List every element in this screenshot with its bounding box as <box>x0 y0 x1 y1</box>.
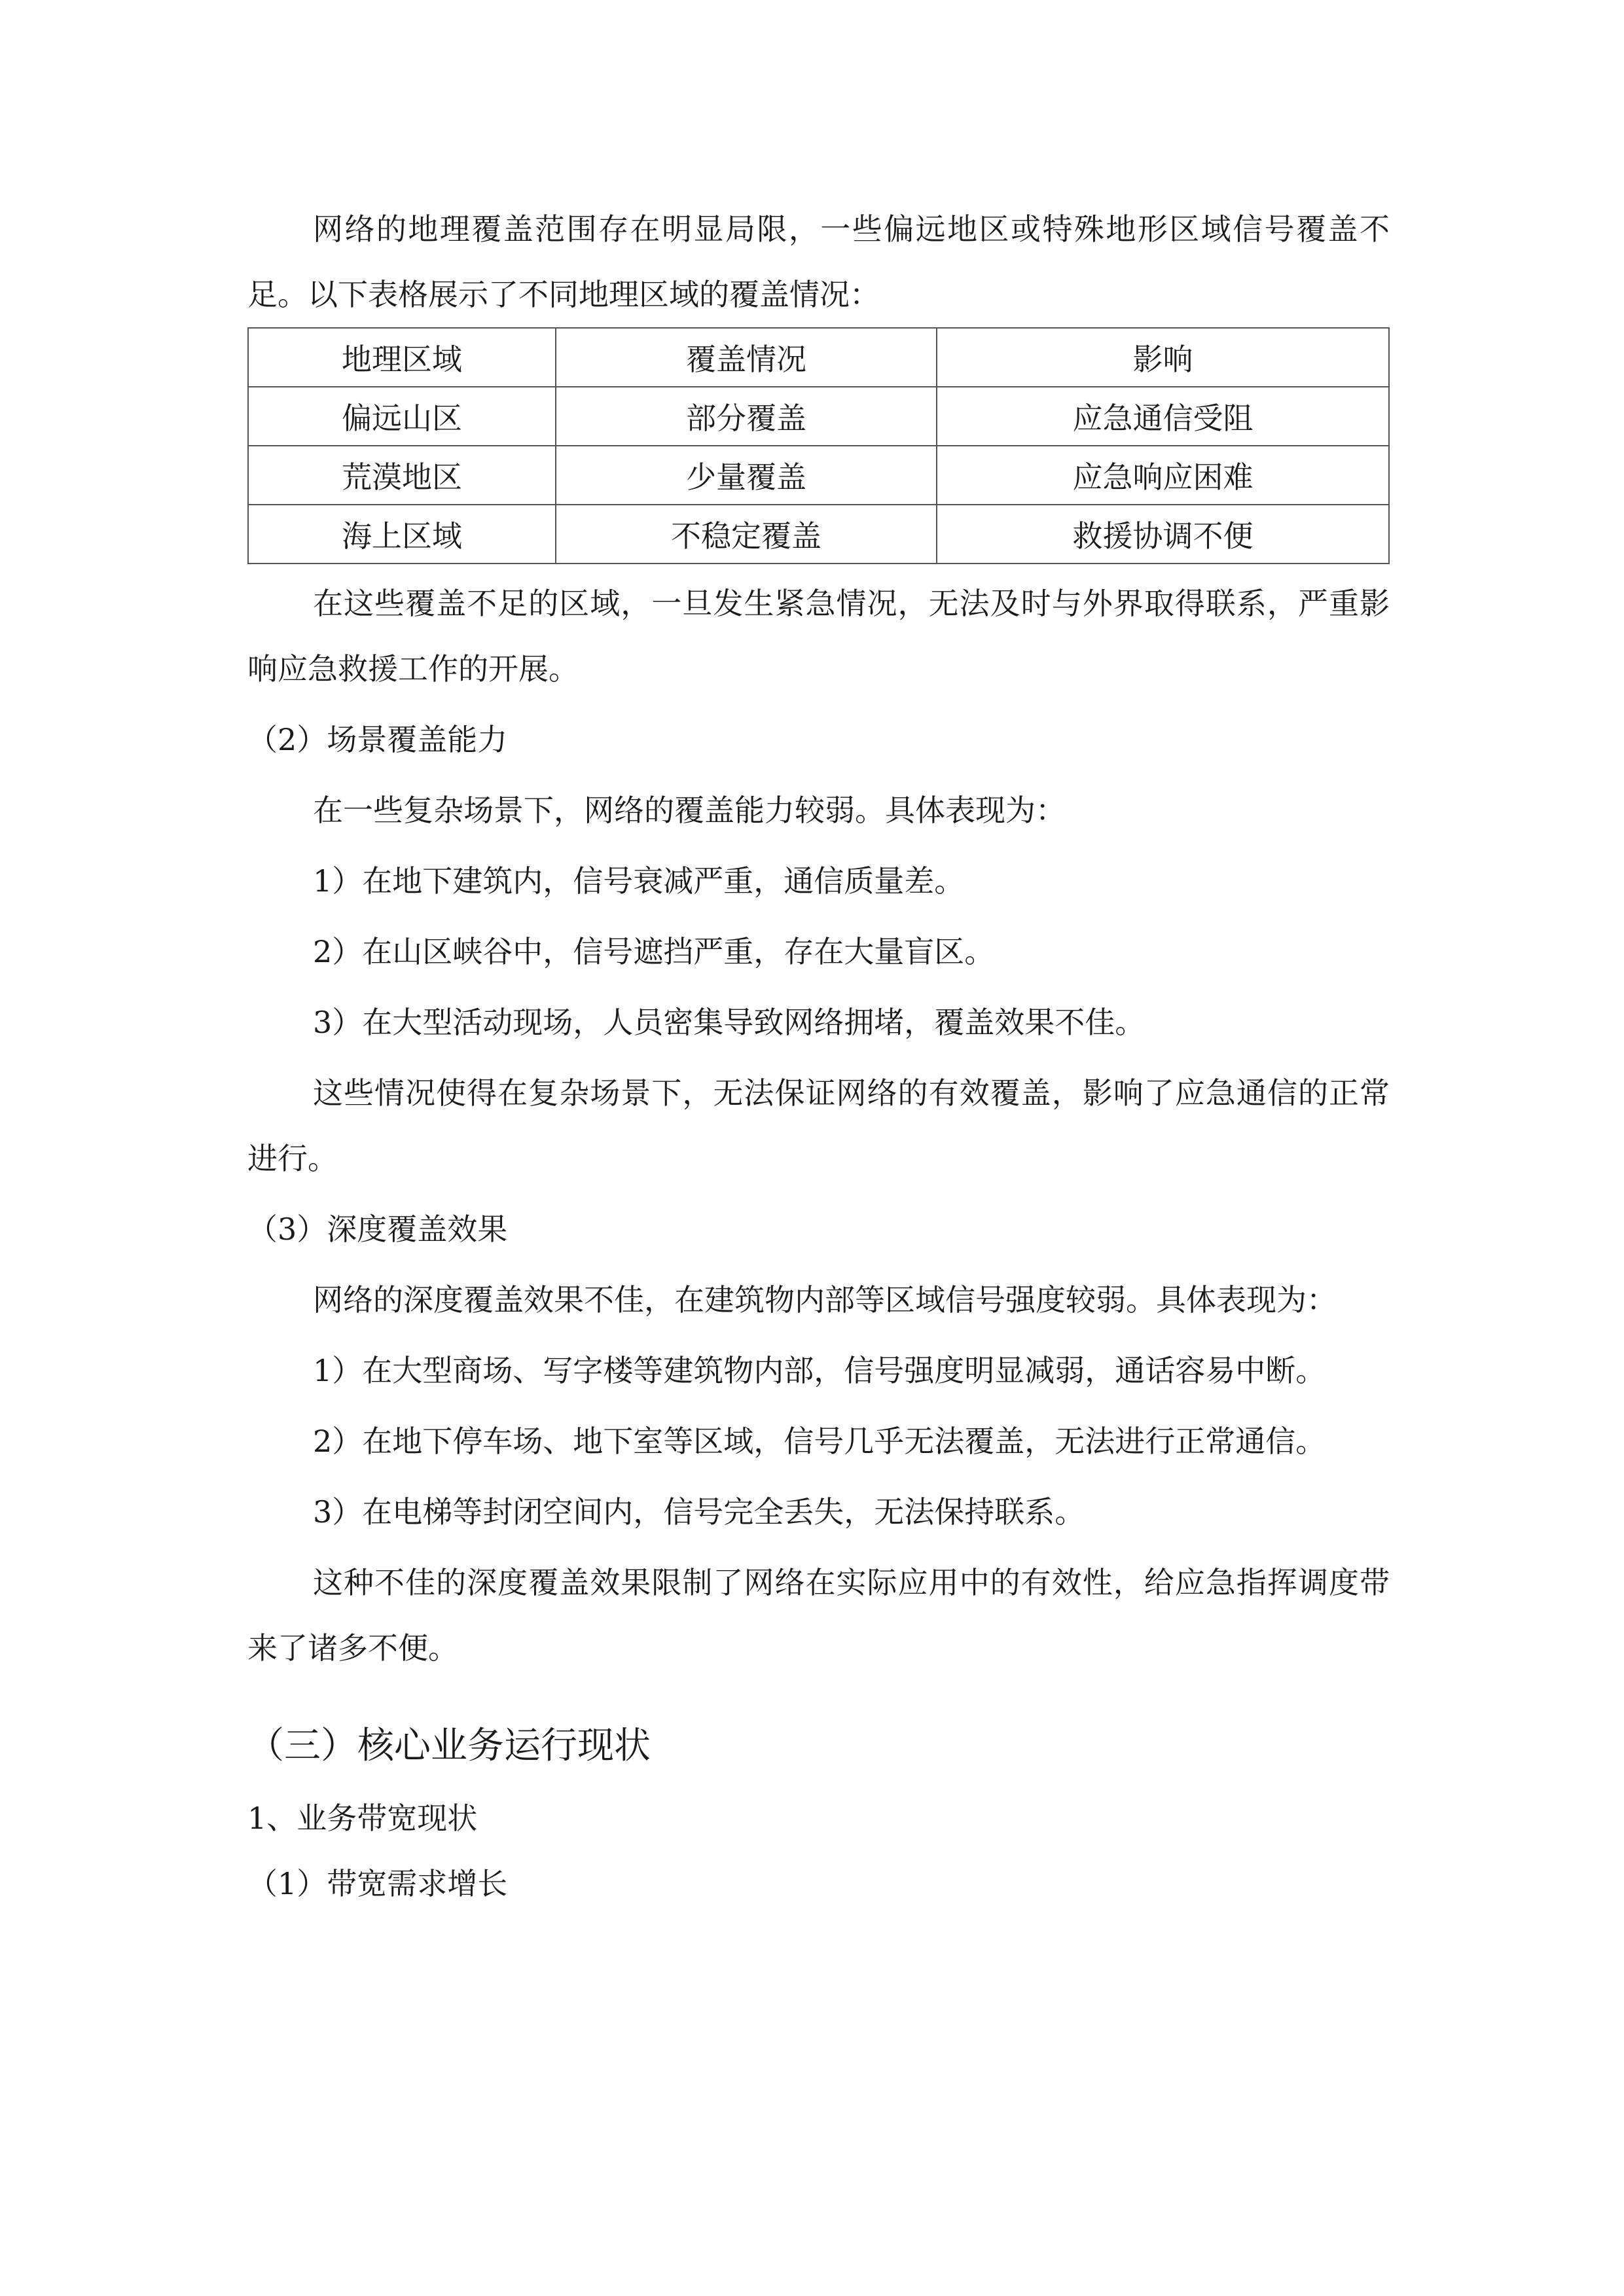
table-row <box>248 505 1389 564</box>
coverage-table <box>247 327 1390 564</box>
list-item: 2）在山区峡谷中，信号遮挡严重，存在大量盲区。 <box>313 934 995 969</box>
depth-intro: 网络的深度覆盖效果不佳，在建筑物内部等区域信号强度较弱。具体表现为： <box>313 1282 1337 1318</box>
table-cell: 应急响应困难 <box>937 446 1389 505</box>
list-item: 1）在大型商场、写字楼等建筑物内部，信号强度明显减弱，通话容易中断。 <box>313 1353 1326 1388</box>
table-cell: 偏远山区 <box>248 387 556 446</box>
section-subtitle: 1、业务带宽现状 <box>247 1801 478 1836</box>
depth-heading: （3）深度覆盖效果 <box>247 1211 508 1247</box>
table-cell: 不稳定覆盖 <box>556 505 937 564</box>
table-header-cell: 覆盖情况 <box>556 328 937 387</box>
table-cell: 海上区域 <box>248 505 556 564</box>
table-cell: 应急通信受阻 <box>937 387 1389 446</box>
section-subsubtitle: （1）带宽需求增长 <box>247 1866 508 1901</box>
scene-conclusion: 这些情况使得在复杂场景下，无法保证网络的有效覆盖，影响了应急通信的正常进行。 <box>247 1075 1390 1176</box>
table-header-row <box>248 328 1389 387</box>
intro-paragraph: 网络的地理覆盖范围存在明显局限，一些偏远地区或特殊地形区域信号覆盖不足。以下表格展示了不同地理区域的覆盖情况： <box>247 211 1390 312</box>
after-table-paragraph: 在这些覆盖不足的区域，一旦发生紧急情况，无法及时与外界取得联系，严重影响应急救援工作的开展。 <box>247 586 1390 687</box>
list-item: 3）在大型活动现场，人员密集导致网络拥堵，覆盖效果不佳。 <box>313 1005 1146 1040</box>
table-header-cell: 地理区域 <box>248 328 556 387</box>
scene-intro: 在一些复杂场景下，网络的覆盖能力较弱。具体表现为： <box>313 793 1066 828</box>
document-page <box>247 196 1390 1916</box>
table-header-cell: 影响 <box>937 328 1389 387</box>
scene-heading: （2）场景覆盖能力 <box>247 722 508 757</box>
table-cell: 荒漠地区 <box>248 446 556 505</box>
section-title: （三）核心业务运行现状 <box>247 1725 651 1767</box>
table-row <box>248 446 1389 505</box>
depth-conclusion: 这种不佳的深度覆盖效果限制了网络在实际应用中的有效性，给应急指挥调度带来了诸多不便。 <box>247 1565 1390 1666</box>
table-cell: 少量覆盖 <box>556 446 937 505</box>
table-cell: 部分覆盖 <box>556 387 937 446</box>
table-cell: 救援协调不便 <box>937 505 1389 564</box>
list-item: 3）在电梯等封闭空间内，信号完全丢失，无法保持联系。 <box>313 1494 1085 1530</box>
table-row <box>248 387 1389 446</box>
list-item: 1）在地下建筑内，信号衰减严重，通信质量差。 <box>313 863 965 899</box>
list-item: 2）在地下停车场、地下室等区域，信号几乎无法覆盖，无法进行正常通信。 <box>313 1424 1326 1459</box>
